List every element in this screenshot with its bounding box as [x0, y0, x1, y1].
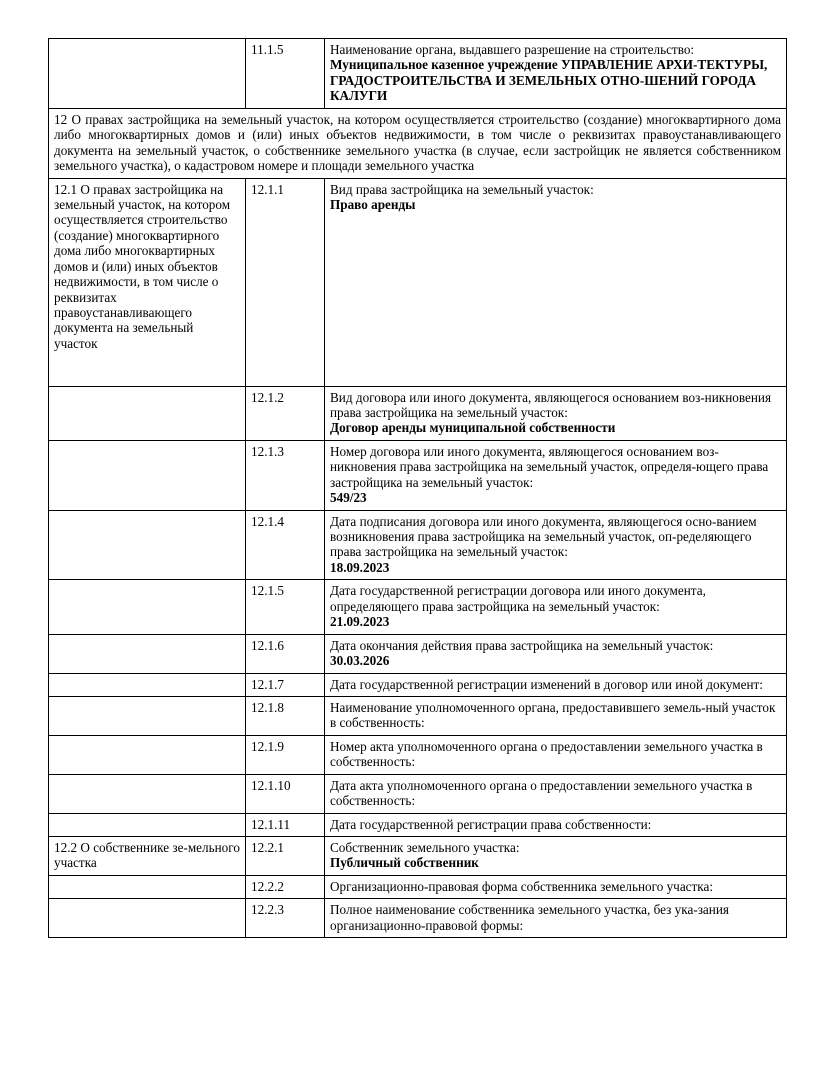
row-index-cell: 12.1.4 [246, 510, 325, 580]
row-section-cell [49, 899, 246, 938]
field-label: Дата окончания действия права застройщика на земельный участок: [330, 637, 714, 653]
field-label: Собственник земельного участка: [330, 840, 520, 855]
row-index-cell: 11.1.5 [246, 39, 325, 109]
row-index-cell: 12.1.1 [246, 178, 325, 386]
row-content-cell [325, 837, 787, 876]
section-12-1-label-cell: 12.1 О правах застройщика на земельный участок, на котором осуществляется строительство (создание) многоквартирного дома либо многоквартирных домов и (или) иных объектов недвижимости, в том числе о реквизитах правоустанавливающего документа на земельный участок [49, 178, 246, 386]
table-row [49, 735, 787, 774]
row-section-cell [49, 774, 246, 813]
row-index-cell: 12.2.3 [246, 899, 325, 938]
field-label: Дата подписания договора или иного документа, являющегося осно-ванием возникновения права застройщика на земельный участок, оп-ределяющего права застройщика на земельный участок: [330, 513, 757, 560]
row-section-cell [49, 634, 246, 673]
row-section-cell [49, 440, 246, 510]
row-section-cell [49, 673, 246, 696]
row-index-cell: 12.1.7 [246, 673, 325, 696]
row-section-cell [49, 580, 246, 634]
field-label: Номер договора или иного документа, являющегося основанием воз-никновения права застройщика на земельный участок, определя-ющего права застройщика на земельный участок: [330, 443, 769, 490]
row-content-cell [325, 899, 787, 938]
field-value: Договор аренды муниципальной собственности [330, 420, 616, 436]
table-row [49, 580, 787, 634]
field-label: Дата акта уполномоченного органа о предоставлении земельного участка в собственность: [330, 777, 753, 809]
row-section-cell [49, 813, 246, 836]
table-row [49, 510, 787, 580]
field-value: 549/23 [330, 490, 367, 506]
field-value: 18.09.2023 [330, 559, 390, 575]
table-row [49, 837, 787, 876]
row-section-cell [49, 39, 246, 109]
field-label: Наименование уполномоченного органа, предоставившего земель-ный участок в собственность: [330, 699, 776, 731]
row-content-cell [325, 875, 787, 898]
field-value: Муниципальное казенное учреждение УПРАВЛЕНИЕ АРХИ-ТЕКТУРЫ, ГРАДОСТРОИТЕЛЬСТВА И ЗЕМЕЛЬНЫХ ОТНО-ШЕНИЙ ГОРОДА КАЛУГИ [330, 57, 768, 104]
table-row [49, 634, 787, 673]
table-row [49, 39, 787, 109]
field-label: Номер акта уполномоченного органа о предоставлении земельного участка в собственность: [330, 738, 763, 770]
field-label: Полное наименование собственника земельного участка, без ука-зания организационно-правовой формы: [330, 902, 729, 933]
row-content-cell [325, 440, 787, 510]
table-row [49, 108, 787, 178]
section-12-2-label-cell: 12.2 О собственнике зе-мельного участка [49, 837, 246, 876]
row-index-cell: 12.1.5 [246, 580, 325, 634]
row-index-cell: 12.2.2 [246, 875, 325, 898]
row-content-cell [325, 735, 787, 774]
row-content-cell [325, 673, 787, 696]
row-index-cell: 12.1.2 [246, 386, 325, 440]
row-section-cell [49, 510, 246, 580]
row-content-cell [325, 510, 787, 580]
row-section-cell [49, 875, 246, 898]
field-label: Дата государственной регистрации права собственности: [330, 816, 652, 832]
row-index-cell: 12.2.1 [246, 837, 325, 876]
row-index-cell: 12.1.8 [246, 696, 325, 735]
row-content-cell [325, 813, 787, 836]
row-index-cell: 12.1.10 [246, 774, 325, 813]
row-index-cell: 12.1.9 [246, 735, 325, 774]
table-row [49, 178, 787, 386]
field-value: Публичный собственник [330, 855, 479, 871]
table-row [49, 899, 787, 938]
row-content-cell [325, 774, 787, 813]
row-content-cell [325, 580, 787, 634]
field-label: Дата государственной регистрации договора или иного документа, определяющего права застройщика на земельный участок: [330, 583, 706, 614]
table-row [49, 875, 787, 898]
table-row [49, 386, 787, 440]
field-label: Вид права застройщика на земельный участок: [330, 181, 594, 197]
project-declaration-table [48, 38, 787, 938]
table-row [49, 440, 787, 510]
field-value: 21.09.2023 [330, 614, 390, 630]
row-section-cell [49, 386, 246, 440]
row-section-cell [49, 696, 246, 735]
table-row [49, 673, 787, 696]
field-label: Организационно-правовая форма собственника земельного участка: [330, 878, 714, 894]
table-row [49, 813, 787, 836]
field-value: 30.03.2026 [330, 653, 390, 669]
table-row [49, 696, 787, 735]
row-index-cell: 12.1.6 [246, 634, 325, 673]
field-label: Наименование органа, выдавшего разрешение на строительство: [330, 42, 695, 57]
row-index-cell: 12.1.11 [246, 813, 325, 836]
row-content-cell [325, 39, 787, 109]
table-row [49, 774, 787, 813]
row-content-cell [325, 178, 787, 386]
section-header-cell: 12 О правах застройщика на земельный участок, на котором осуществляется строительство (создание) многоквартирного дома либо многоквартирных домов и (или) иных объектов недвижимости, в том числе о реквизитах правоустанавливающего документа на земельный участок, о собственнике земельного участка (в случае, если застройщик не является собственником земельного участка), о кадастровом номере и площади земельного участка [49, 108, 787, 178]
row-content-cell [325, 696, 787, 735]
row-content-cell [325, 634, 787, 673]
field-label: Дата государственной регистрации изменений в договор или иной документ: [330, 676, 763, 692]
row-index-cell: 12.1.3 [246, 440, 325, 510]
row-section-cell [49, 735, 246, 774]
field-label: Вид договора или иного документа, являющегося основанием воз-никновения права застройщика на земельный участок: [330, 389, 772, 420]
field-value: Право аренды [330, 196, 416, 212]
row-content-cell [325, 386, 787, 440]
